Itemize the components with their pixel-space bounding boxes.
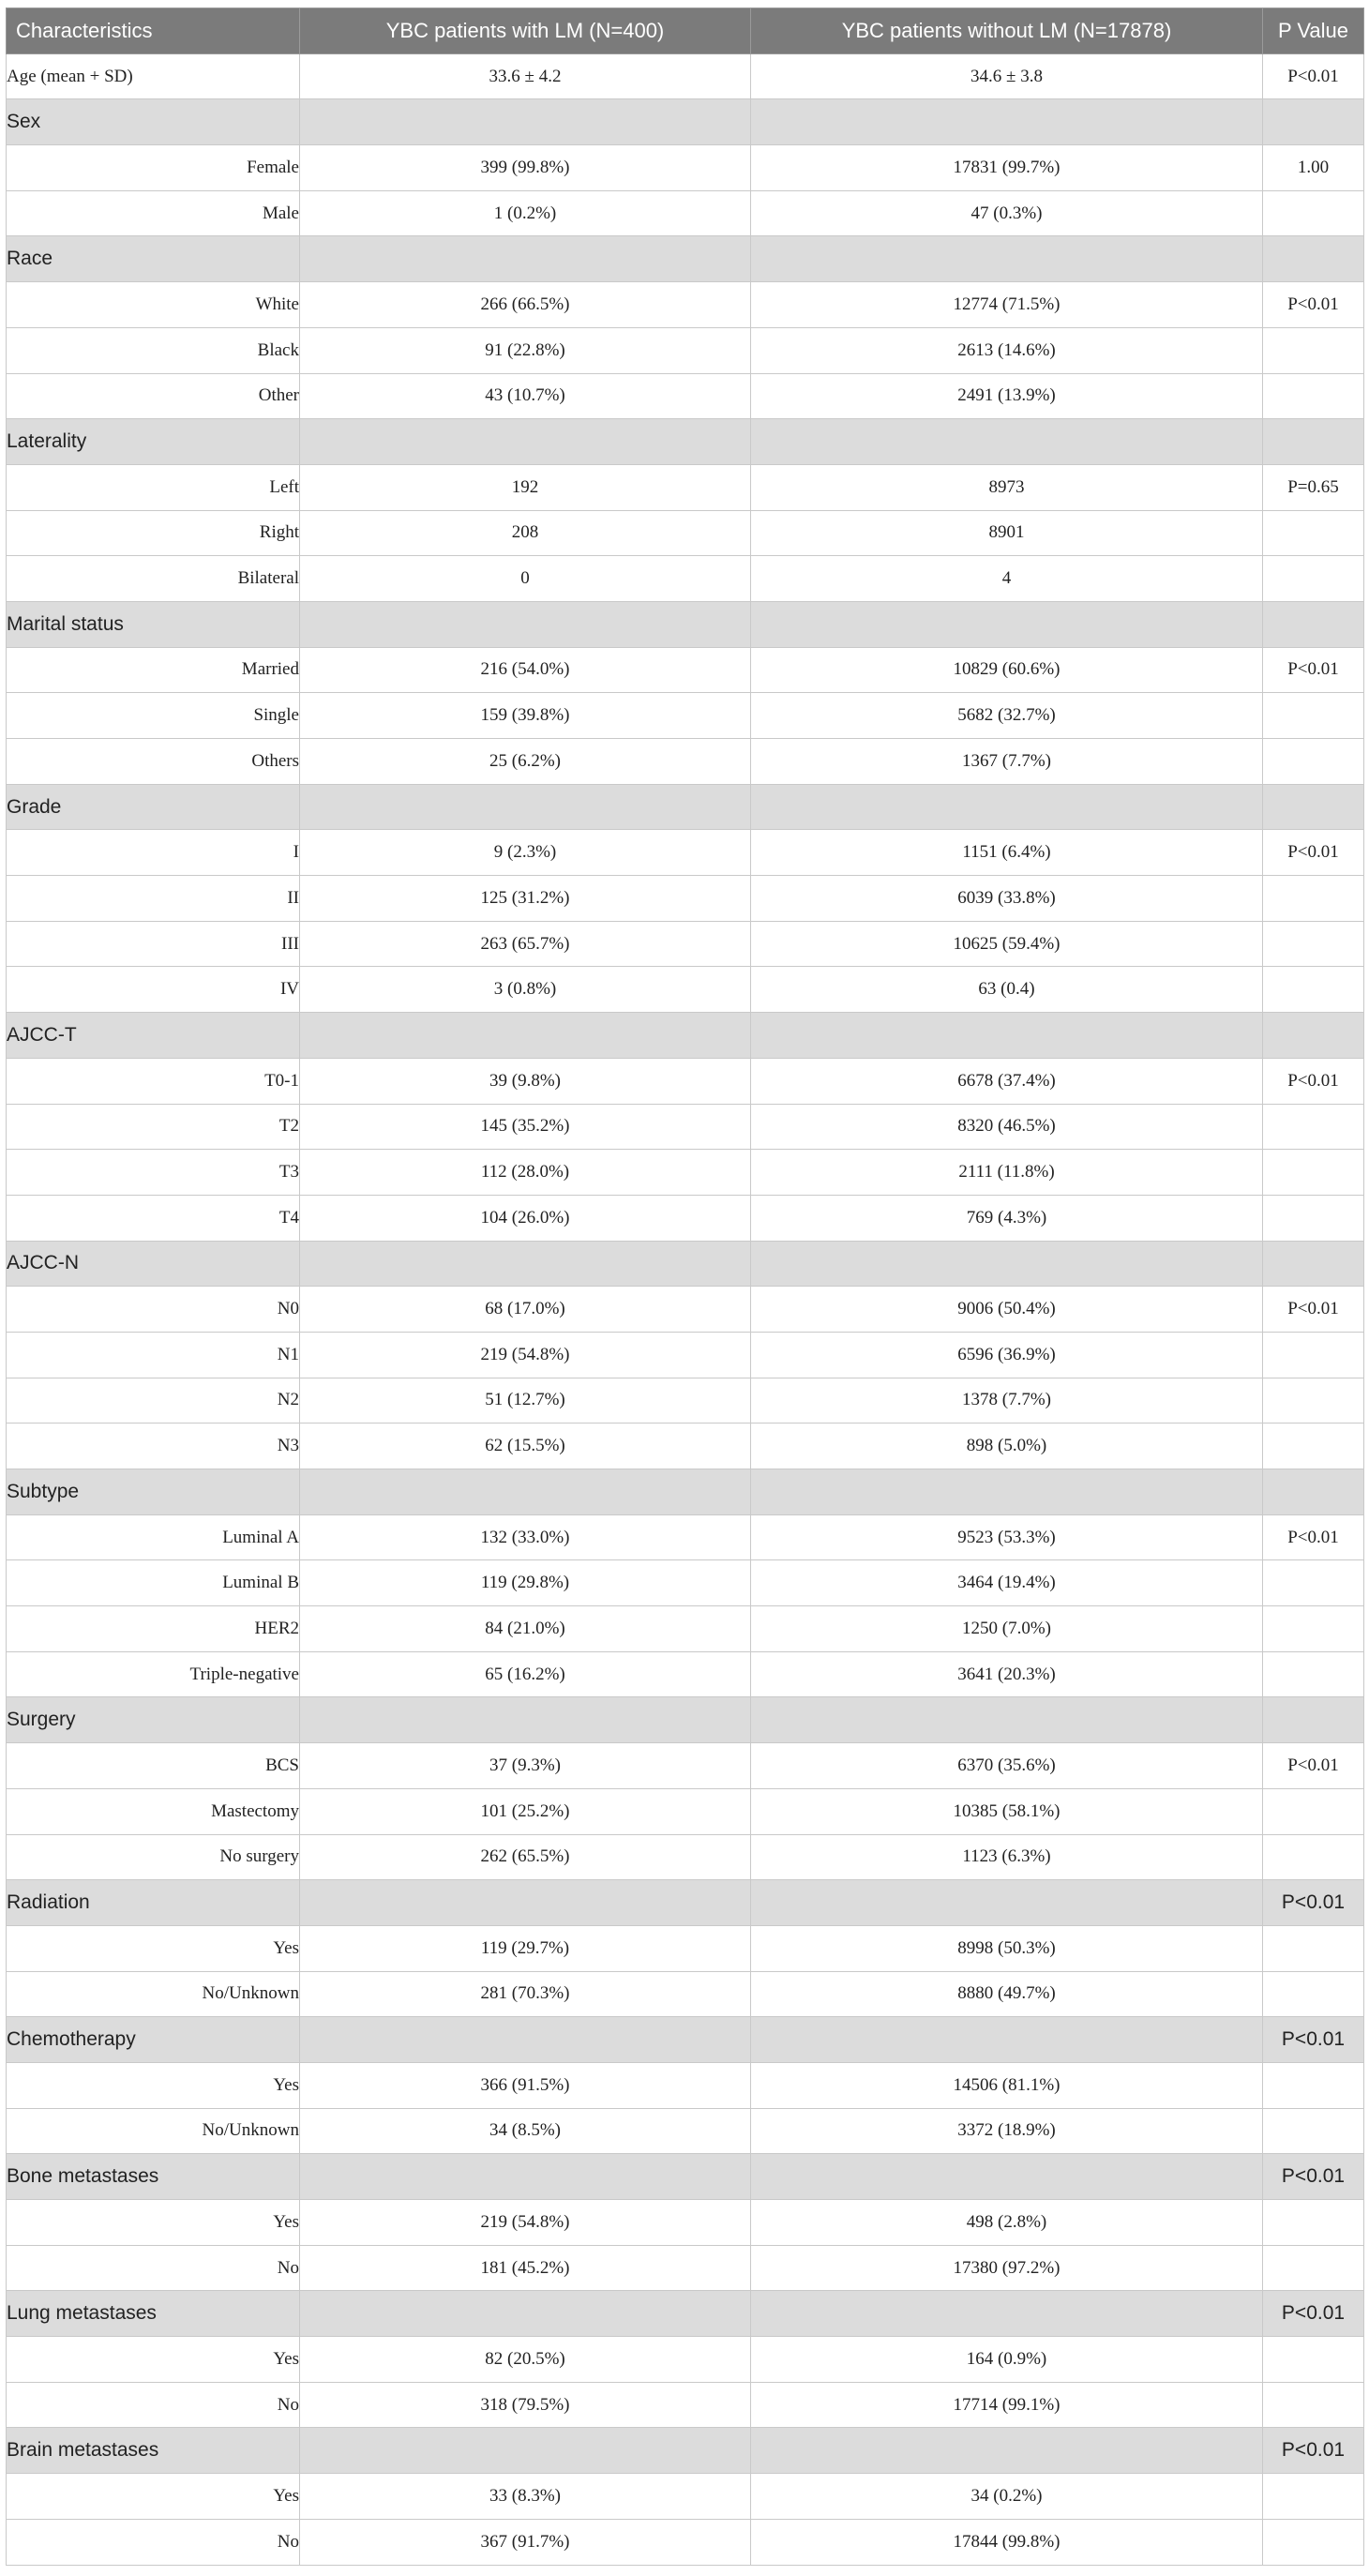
- p-value-cell: [1263, 2200, 1364, 2246]
- without-lm-cell: [751, 2017, 1263, 2063]
- without-lm-cell: 1367 (7.7%): [751, 739, 1263, 785]
- with-lm-cell: 266 (66.5%): [300, 282, 751, 328]
- header-without-lm: YBC patients without LM (N=17878): [751, 8, 1263, 54]
- without-lm-cell: 17714 (99.1%): [751, 2382, 1263, 2428]
- p-value-cell: P<0.01: [1263, 1743, 1364, 1789]
- p-value-cell: [1263, 1834, 1364, 1880]
- row-label: Left: [7, 464, 300, 510]
- with-lm-cell: 43 (10.7%): [300, 373, 751, 419]
- with-lm-cell: 219 (54.8%): [300, 2200, 751, 2246]
- row-label: Yes: [7, 2337, 300, 2383]
- table-row: [7, 2108, 1364, 2154]
- without-lm-cell: 6596 (36.9%): [751, 1332, 1263, 1378]
- table-row: [7, 1788, 1364, 1834]
- row-label: T2: [7, 1104, 300, 1150]
- without-lm-cell: [751, 1013, 1263, 1059]
- with-lm-cell: 25 (6.2%): [300, 739, 751, 785]
- table-row: [7, 1651, 1364, 1697]
- with-lm-cell: 367 (91.7%): [300, 2519, 751, 2565]
- row-label: Bilateral: [7, 556, 300, 602]
- section-row: [7, 236, 1364, 282]
- table-row: [7, 1378, 1364, 1424]
- without-lm-cell: 8901: [751, 510, 1263, 556]
- without-lm-cell: 10829 (60.6%): [751, 647, 1263, 693]
- with-lm-cell: [300, 2291, 751, 2337]
- row-label: N0: [7, 1287, 300, 1333]
- table-row: [7, 53, 1364, 99]
- table-header-row: [7, 8, 1364, 54]
- p-value-cell: [1263, 2519, 1364, 2565]
- without-lm-cell: 63 (0.4): [751, 967, 1263, 1013]
- with-lm-cell: 399 (99.8%): [300, 145, 751, 191]
- with-lm-cell: 145 (35.2%): [300, 1104, 751, 1150]
- p-value-cell: P<0.01: [1263, 830, 1364, 876]
- characteristics-table: [6, 8, 1364, 2566]
- without-lm-cell: 5682 (32.7%): [751, 693, 1263, 739]
- row-label: HER2: [7, 1606, 300, 1652]
- table-row: [7, 2519, 1364, 2565]
- with-lm-cell: 33.6 ± 4.2: [300, 53, 751, 99]
- table-row: [7, 1287, 1364, 1333]
- without-lm-cell: [751, 1697, 1263, 1743]
- table-row: [7, 556, 1364, 602]
- p-value-cell: P<0.01: [1263, 1880, 1364, 1926]
- p-value-cell: P<0.01: [1263, 53, 1364, 99]
- without-lm-cell: 3641 (20.3%): [751, 1651, 1263, 1697]
- with-lm-cell: 125 (31.2%): [300, 876, 751, 922]
- row-label: Bone metastases: [7, 2154, 300, 2200]
- row-label: No/Unknown: [7, 2108, 300, 2154]
- with-lm-cell: [300, 1241, 751, 1287]
- p-value-cell: [1263, 784, 1364, 830]
- without-lm-cell: 1123 (6.3%): [751, 1834, 1263, 1880]
- row-label: White: [7, 282, 300, 328]
- header-characteristics: Characteristics: [7, 8, 300, 54]
- p-value-cell: [1263, 236, 1364, 282]
- without-lm-cell: 498 (2.8%): [751, 2200, 1263, 2246]
- p-value-cell: P<0.01: [1263, 2017, 1364, 2063]
- with-lm-cell: 51 (12.7%): [300, 1378, 751, 1424]
- row-label: N2: [7, 1378, 300, 1424]
- p-value-cell: [1263, 99, 1364, 145]
- section-row: [7, 1880, 1364, 1926]
- row-label: Chemotherapy: [7, 2017, 300, 2063]
- without-lm-cell: [751, 2154, 1263, 2200]
- with-lm-cell: 192: [300, 464, 751, 510]
- row-label: No: [7, 2519, 300, 2565]
- without-lm-cell: [751, 1880, 1263, 1926]
- with-lm-cell: 263 (65.7%): [300, 921, 751, 967]
- without-lm-cell: 1250 (7.0%): [751, 1606, 1263, 1652]
- with-lm-cell: 34 (8.5%): [300, 2108, 751, 2154]
- table-row: [7, 1743, 1364, 1789]
- row-label: AJCC-N: [7, 1241, 300, 1287]
- with-lm-cell: 37 (9.3%): [300, 1743, 751, 1789]
- without-lm-cell: [751, 1241, 1263, 1287]
- without-lm-cell: 6370 (35.6%): [751, 1743, 1263, 1789]
- row-label: Triple-negative: [7, 1651, 300, 1697]
- with-lm-cell: 181 (45.2%): [300, 2245, 751, 2291]
- without-lm-cell: 8998 (50.3%): [751, 1925, 1263, 1971]
- without-lm-cell: 2613 (14.6%): [751, 327, 1263, 373]
- p-value-cell: [1263, 419, 1364, 465]
- with-lm-cell: [300, 1013, 751, 1059]
- table-row: [7, 1150, 1364, 1196]
- row-label: BCS: [7, 1743, 300, 1789]
- row-label: Yes: [7, 1925, 300, 1971]
- row-label: Married: [7, 647, 300, 693]
- p-value-cell: [1263, 2474, 1364, 2520]
- row-label: IV: [7, 967, 300, 1013]
- row-label: Marital status: [7, 601, 300, 647]
- row-label: Male: [7, 190, 300, 236]
- p-value-cell: [1263, 2108, 1364, 2154]
- p-value-cell: [1263, 1013, 1364, 1059]
- p-value-cell: [1263, 876, 1364, 922]
- table-row: [7, 1834, 1364, 1880]
- without-lm-cell: 34.6 ± 3.8: [751, 53, 1263, 99]
- with-lm-cell: 219 (54.8%): [300, 1332, 751, 1378]
- section-row: [7, 784, 1364, 830]
- p-value-cell: [1263, 1925, 1364, 1971]
- p-value-cell: [1263, 1697, 1364, 1743]
- without-lm-cell: [751, 2291, 1263, 2337]
- p-value-cell: [1263, 1332, 1364, 1378]
- p-value-cell: P=0.65: [1263, 464, 1364, 510]
- row-label: I: [7, 830, 300, 876]
- row-label: Surgery: [7, 1697, 300, 1743]
- table-row: [7, 693, 1364, 739]
- row-label: No: [7, 2245, 300, 2291]
- without-lm-cell: 1151 (6.4%): [751, 830, 1263, 876]
- without-lm-cell: 17831 (99.7%): [751, 145, 1263, 191]
- p-value-cell: [1263, 1469, 1364, 1515]
- section-row: [7, 2154, 1364, 2200]
- p-value-cell: [1263, 921, 1364, 967]
- with-lm-cell: 262 (65.5%): [300, 1834, 751, 1880]
- row-label: N3: [7, 1424, 300, 1469]
- with-lm-cell: 68 (17.0%): [300, 1287, 751, 1333]
- without-lm-cell: 47 (0.3%): [751, 190, 1263, 236]
- table-row: [7, 830, 1364, 876]
- with-lm-cell: [300, 2428, 751, 2474]
- table-row: [7, 1195, 1364, 1241]
- row-label: No: [7, 2382, 300, 2428]
- row-label: Mastectomy: [7, 1788, 300, 1834]
- without-lm-cell: 8880 (49.7%): [751, 1971, 1263, 2017]
- row-label: Sex: [7, 99, 300, 145]
- with-lm-cell: [300, 419, 751, 465]
- table-row: [7, 510, 1364, 556]
- table-row: [7, 373, 1364, 419]
- table-row: [7, 1925, 1364, 1971]
- with-lm-cell: 132 (33.0%): [300, 1514, 751, 1560]
- p-value-cell: P<0.01: [1263, 1058, 1364, 1104]
- row-label: Subtype: [7, 1469, 300, 1515]
- without-lm-cell: 17844 (99.8%): [751, 2519, 1263, 2565]
- without-lm-cell: 3372 (18.9%): [751, 2108, 1263, 2154]
- with-lm-cell: 104 (26.0%): [300, 1195, 751, 1241]
- with-lm-cell: [300, 236, 751, 282]
- with-lm-cell: [300, 784, 751, 830]
- header-with-lm: YBC patients with LM (N=400): [300, 8, 751, 54]
- table-row: [7, 876, 1364, 922]
- row-label: Right: [7, 510, 300, 556]
- without-lm-cell: [751, 1469, 1263, 1515]
- without-lm-cell: 14506 (81.1%): [751, 2062, 1263, 2108]
- p-value-cell: [1263, 556, 1364, 602]
- without-lm-cell: 9523 (53.3%): [751, 1514, 1263, 1560]
- table-row: [7, 2474, 1364, 2520]
- p-value-cell: [1263, 739, 1364, 785]
- without-lm-cell: 8973: [751, 464, 1263, 510]
- with-lm-cell: 216 (54.0%): [300, 647, 751, 693]
- p-value-cell: [1263, 693, 1364, 739]
- with-lm-cell: 112 (28.0%): [300, 1150, 751, 1196]
- table-row: [7, 921, 1364, 967]
- row-label: Others: [7, 739, 300, 785]
- p-value-cell: [1263, 1150, 1364, 1196]
- p-value-cell: 1.00: [1263, 145, 1364, 191]
- section-row: [7, 1013, 1364, 1059]
- p-value-cell: [1263, 1606, 1364, 1652]
- p-value-cell: [1263, 2062, 1364, 2108]
- without-lm-cell: 898 (5.0%): [751, 1424, 1263, 1469]
- table-row: [7, 2245, 1364, 2291]
- p-value-cell: P<0.01: [1263, 282, 1364, 328]
- with-lm-cell: 208: [300, 510, 751, 556]
- p-value-cell: [1263, 190, 1364, 236]
- p-value-cell: [1263, 1241, 1364, 1287]
- without-lm-cell: 9006 (50.4%): [751, 1287, 1263, 1333]
- without-lm-cell: 10385 (58.1%): [751, 1788, 1263, 1834]
- without-lm-cell: 12774 (71.5%): [751, 282, 1263, 328]
- without-lm-cell: 17380 (97.2%): [751, 2245, 1263, 2291]
- row-label: Brain metastases: [7, 2428, 300, 2474]
- table-row: [7, 2337, 1364, 2383]
- p-value-cell: [1263, 510, 1364, 556]
- row-label: Yes: [7, 2062, 300, 2108]
- without-lm-cell: [751, 784, 1263, 830]
- without-lm-cell: 10625 (59.4%): [751, 921, 1263, 967]
- without-lm-cell: 34 (0.2%): [751, 2474, 1263, 2520]
- p-value-cell: [1263, 1104, 1364, 1150]
- with-lm-cell: 159 (39.8%): [300, 693, 751, 739]
- with-lm-cell: [300, 99, 751, 145]
- row-label: Other: [7, 373, 300, 419]
- with-lm-cell: [300, 1880, 751, 1926]
- p-value-cell: [1263, 1971, 1364, 2017]
- table-row: [7, 967, 1364, 1013]
- table-row: [7, 2382, 1364, 2428]
- section-row: [7, 601, 1364, 647]
- section-row: [7, 1697, 1364, 1743]
- with-lm-cell: [300, 601, 751, 647]
- with-lm-cell: 119 (29.8%): [300, 1560, 751, 1606]
- row-label: Yes: [7, 2200, 300, 2246]
- row-label: Black: [7, 327, 300, 373]
- without-lm-cell: [751, 236, 1263, 282]
- p-value-cell: [1263, 1788, 1364, 1834]
- with-lm-cell: 39 (9.8%): [300, 1058, 751, 1104]
- row-label: III: [7, 921, 300, 967]
- p-value-cell: [1263, 2337, 1364, 2383]
- p-value-cell: P<0.01: [1263, 2154, 1364, 2200]
- without-lm-cell: 769 (4.3%): [751, 1195, 1263, 1241]
- row-label: Laterality: [7, 419, 300, 465]
- p-value-cell: [1263, 601, 1364, 647]
- p-value-cell: P<0.01: [1263, 1287, 1364, 1333]
- p-value-cell: [1263, 1651, 1364, 1697]
- row-label: T3: [7, 1150, 300, 1196]
- with-lm-cell: 0: [300, 556, 751, 602]
- table-row: [7, 1514, 1364, 1560]
- with-lm-cell: 82 (20.5%): [300, 2337, 751, 2383]
- with-lm-cell: [300, 1697, 751, 1743]
- section-row: [7, 1469, 1364, 1515]
- row-label: Lung metastases: [7, 2291, 300, 2337]
- p-value-cell: [1263, 1424, 1364, 1469]
- row-label: Female: [7, 145, 300, 191]
- row-label: Luminal B: [7, 1560, 300, 1606]
- with-lm-cell: 366 (91.5%): [300, 2062, 751, 2108]
- row-label: II: [7, 876, 300, 922]
- row-label: Radiation: [7, 1880, 300, 1926]
- with-lm-cell: 84 (21.0%): [300, 1606, 751, 1652]
- table-row: [7, 190, 1364, 236]
- row-label: AJCC-T: [7, 1013, 300, 1059]
- with-lm-cell: 318 (79.5%): [300, 2382, 751, 2428]
- p-value-cell: [1263, 2245, 1364, 2291]
- p-value-cell: [1263, 2382, 1364, 2428]
- table-row: [7, 464, 1364, 510]
- table-row: [7, 1560, 1364, 1606]
- with-lm-cell: 1 (0.2%): [300, 190, 751, 236]
- section-row: [7, 1241, 1364, 1287]
- row-label: Race: [7, 236, 300, 282]
- with-lm-cell: 101 (25.2%): [300, 1788, 751, 1834]
- p-value-cell: P<0.01: [1263, 2291, 1364, 2337]
- section-row: [7, 99, 1364, 145]
- with-lm-cell: 119 (29.7%): [300, 1925, 751, 1971]
- without-lm-cell: 6039 (33.8%): [751, 876, 1263, 922]
- with-lm-cell: 33 (8.3%): [300, 2474, 751, 2520]
- with-lm-cell: 62 (15.5%): [300, 1424, 751, 1469]
- table-row: [7, 1104, 1364, 1150]
- with-lm-cell: 3 (0.8%): [300, 967, 751, 1013]
- p-value-cell: P<0.01: [1263, 1514, 1364, 1560]
- table-row: [7, 1332, 1364, 1378]
- without-lm-cell: [751, 419, 1263, 465]
- without-lm-cell: 4: [751, 556, 1263, 602]
- table-row: [7, 1424, 1364, 1469]
- table-row: [7, 2062, 1364, 2108]
- without-lm-cell: 164 (0.9%): [751, 2337, 1263, 2383]
- table-row: [7, 739, 1364, 785]
- with-lm-cell: 91 (22.8%): [300, 327, 751, 373]
- p-value-cell: P<0.01: [1263, 647, 1364, 693]
- table-row: [7, 282, 1364, 328]
- p-value-cell: [1263, 327, 1364, 373]
- row-label: Yes: [7, 2474, 300, 2520]
- p-value-cell: [1263, 373, 1364, 419]
- without-lm-cell: 2111 (11.8%): [751, 1150, 1263, 1196]
- p-value-cell: P<0.01: [1263, 2428, 1364, 2474]
- table-row: [7, 1606, 1364, 1652]
- with-lm-cell: [300, 1469, 751, 1515]
- without-lm-cell: 2491 (13.9%): [751, 373, 1263, 419]
- row-label: Grade: [7, 784, 300, 830]
- without-lm-cell: [751, 601, 1263, 647]
- without-lm-cell: 3464 (19.4%): [751, 1560, 1263, 1606]
- p-value-cell: [1263, 1560, 1364, 1606]
- p-value-cell: [1263, 967, 1364, 1013]
- with-lm-cell: 9 (2.3%): [300, 830, 751, 876]
- table-row: [7, 327, 1364, 373]
- section-row: [7, 419, 1364, 465]
- header-p-value: P Value: [1263, 8, 1364, 54]
- with-lm-cell: 281 (70.3%): [300, 1971, 751, 2017]
- section-row: [7, 2428, 1364, 2474]
- table-row: [7, 647, 1364, 693]
- table-row: [7, 1971, 1364, 2017]
- with-lm-cell: 65 (16.2%): [300, 1651, 751, 1697]
- table-row: [7, 2200, 1364, 2246]
- table-row: [7, 1058, 1364, 1104]
- row-label: No surgery: [7, 1834, 300, 1880]
- section-row: [7, 2291, 1364, 2337]
- without-lm-cell: 6678 (37.4%): [751, 1058, 1263, 1104]
- p-value-cell: [1263, 1378, 1364, 1424]
- row-label: N1: [7, 1332, 300, 1378]
- with-lm-cell: [300, 2154, 751, 2200]
- row-label: Single: [7, 693, 300, 739]
- row-label: Age (mean + SD): [7, 53, 300, 99]
- row-label: T0-1: [7, 1058, 300, 1104]
- section-row: [7, 2017, 1364, 2063]
- without-lm-cell: 1378 (7.7%): [751, 1378, 1263, 1424]
- without-lm-cell: 8320 (46.5%): [751, 1104, 1263, 1150]
- table-body: [7, 53, 1364, 2565]
- without-lm-cell: [751, 99, 1263, 145]
- row-label: T4: [7, 1195, 300, 1241]
- row-label: No/Unknown: [7, 1971, 300, 2017]
- table-row: [7, 145, 1364, 191]
- without-lm-cell: [751, 2428, 1263, 2474]
- row-label: Luminal A: [7, 1514, 300, 1560]
- p-value-cell: [1263, 1195, 1364, 1241]
- with-lm-cell: [300, 2017, 751, 2063]
